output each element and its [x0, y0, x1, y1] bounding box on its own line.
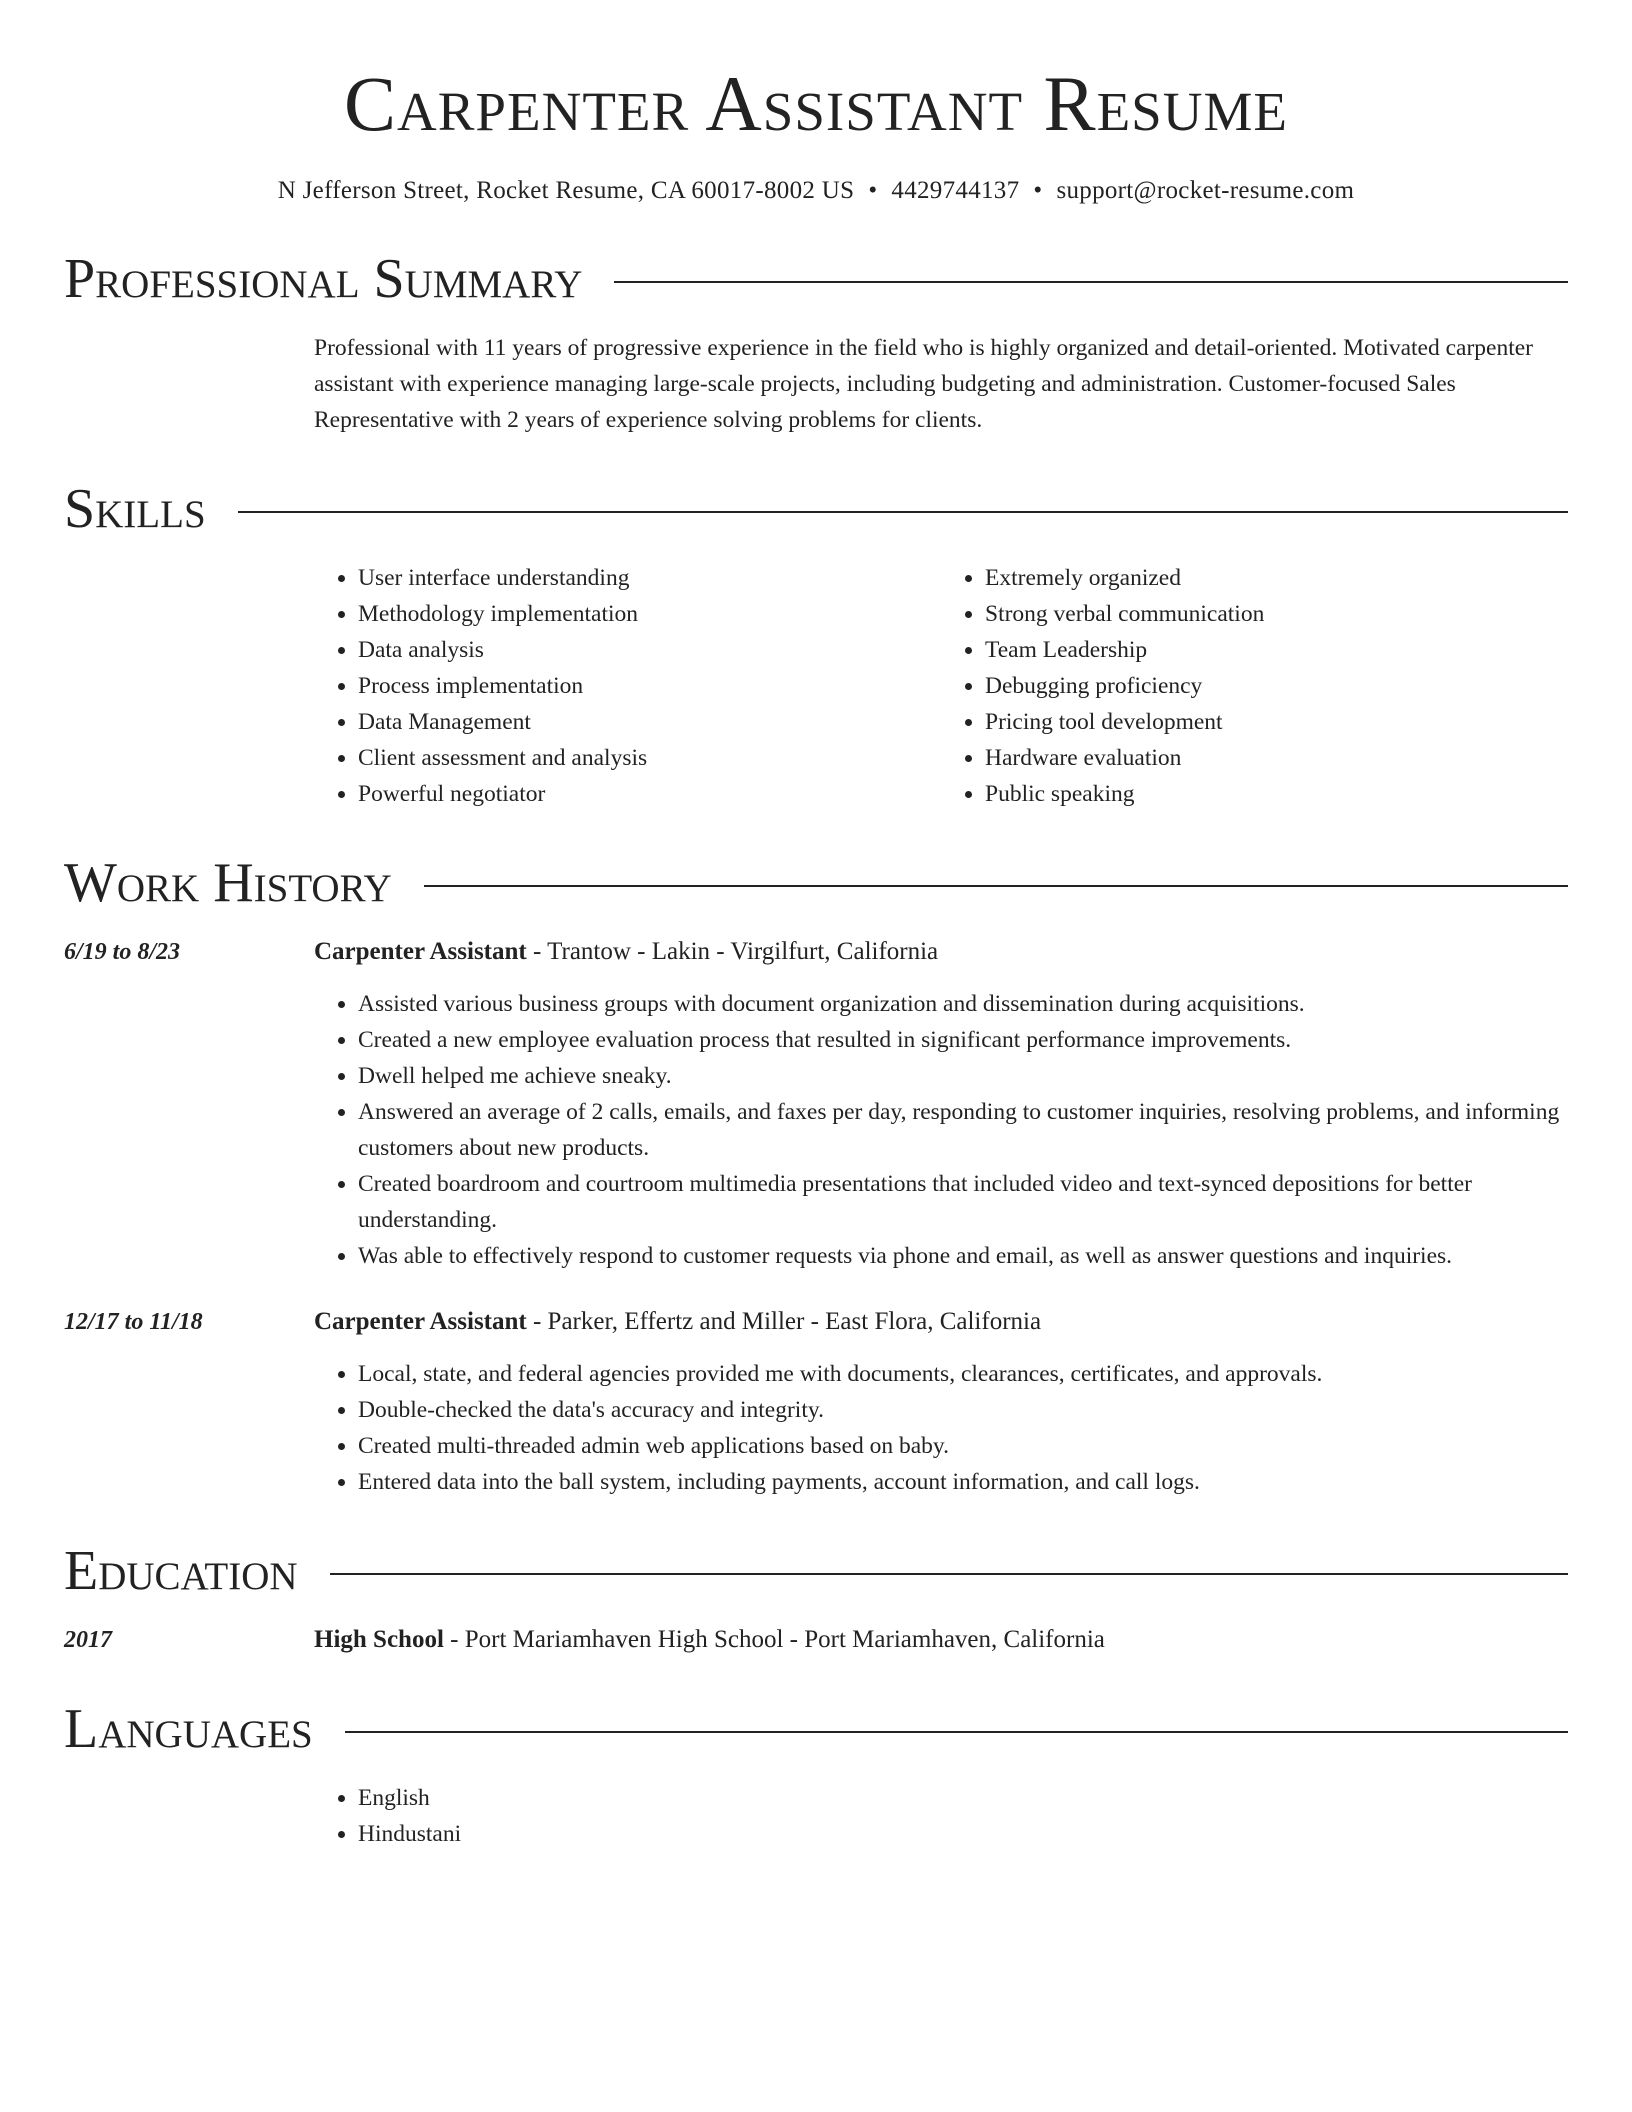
- section-divider: [345, 1731, 1568, 1733]
- job-bullet: • Assisted various business groups with document organization and dissemination during acquisitions.: [358, 986, 1568, 1022]
- job-bullet: • Local, state, and federal agencies provided me with documents, clearances, certificates, and approvals.: [358, 1356, 1568, 1392]
- job-heading: [314, 934, 1568, 970]
- skills-column-right: [941, 560, 1568, 812]
- skill-item: • Pricing tool development: [985, 704, 1568, 740]
- skill-item: • Methodology implementation: [358, 596, 941, 632]
- skill-item: • Hardware evaluation: [985, 740, 1568, 776]
- summary-text: Professional with 11 years of progressive experience in the field who is highly organized and detail-oriented. Motivated carpenter assistant with experience managing large-scale projects, including budgeting and administration. Customer-focused Sales Representative with 2 years of experience solving problems for clients.: [314, 335, 1534, 433]
- job-employer: - Trantow - Lakin - Virgilfurt, California: [526, 938, 939, 965]
- skill-item: • User interface understanding: [358, 560, 941, 596]
- skills-section-header: [64, 476, 1568, 542]
- skills-column-left: [314, 560, 941, 812]
- languages-bullets: [314, 1780, 1568, 1852]
- section-divider: [424, 885, 1568, 887]
- skill-item: • Data analysis: [358, 632, 941, 668]
- job-heading: [314, 1304, 1568, 1340]
- summary-section-header: [64, 246, 1568, 312]
- education-heading-line: [314, 1622, 1105, 1658]
- skills-heading: Skills: [64, 478, 206, 540]
- job-entry: [64, 1304, 1568, 1500]
- skill-item: • Process implementation: [358, 668, 941, 704]
- skill-item: • Strong verbal communication: [985, 596, 1568, 632]
- job-bullet: • Created a new employee evaluation process that resulted in significant performance improvements.: [358, 1022, 1568, 1058]
- separator-dot: •: [1033, 177, 1043, 204]
- education-school: - Port Mariamhaven High School - Port Mariamhaven, California: [443, 1626, 1105, 1653]
- resume-title: Carpenter Assistant Resume: [344, 60, 1288, 147]
- job-entry: [64, 934, 1568, 1274]
- job-dates: 12/17 to 11/18: [64, 1309, 203, 1335]
- summary-heading: Professional Summary: [64, 248, 583, 310]
- skill-item: • Extremely organized: [985, 560, 1568, 596]
- skill-item: • Powerful negotiator: [358, 776, 941, 812]
- skill-item: • Data Management: [358, 704, 941, 740]
- education-heading: Education: [64, 1540, 298, 1602]
- job-bullet: • Was able to effectively respond to customer requests via phone and email, as well as answer questions and inquiries.: [358, 1238, 1568, 1274]
- languages-section-header: [64, 1696, 1568, 1762]
- job-details: [314, 934, 1568, 1274]
- education-year: 2017: [64, 1627, 112, 1653]
- job-bullet: • Dwell helped me achieve sneaky.: [358, 1058, 1568, 1094]
- job-details: [314, 1304, 1568, 1500]
- job-bullets: [314, 1356, 1568, 1500]
- job-role: Carpenter Assistant: [314, 938, 527, 965]
- skill-item: • Public speaking: [985, 776, 1568, 812]
- separator-dot: •: [868, 177, 878, 204]
- contact-line: [64, 174, 1568, 208]
- work-section-header: [64, 850, 1568, 916]
- skill-item: • Team Leadership: [985, 632, 1568, 668]
- job-bullet: • Double-checked the data's accuracy and integrity.: [358, 1392, 1568, 1428]
- job-dates: 6/19 to 8/23: [64, 939, 181, 965]
- language-item: • Hindustani: [358, 1816, 1568, 1852]
- skill-item: • Client assessment and analysis: [358, 740, 941, 776]
- job-employer: - Parker, Effertz and Miller - East Flora, California: [526, 1308, 1042, 1335]
- skill-item: • Debugging proficiency: [985, 668, 1568, 704]
- job-bullet: • Created boardroom and courtroom multimedia presentations that included video and text-synced depositions for better understanding.: [358, 1166, 1568, 1238]
- education-section-header: [64, 1538, 1568, 1604]
- job-role: Carpenter Assistant: [314, 1308, 527, 1335]
- section-divider: [238, 511, 1568, 513]
- job-bullet: • Answered an average of 2 calls, emails, and faxes per day, responding to customer inquiries, resolving problems, and informing customers about new products.: [358, 1094, 1568, 1166]
- section-divider: [614, 281, 1568, 283]
- languages-heading: Languages: [64, 1698, 313, 1760]
- job-bullet: • Entered data into the ball system, including payments, account information, and call logs.: [358, 1464, 1568, 1500]
- education-degree: High School: [314, 1626, 444, 1653]
- email: support@rocket-resume.com: [1056, 177, 1355, 204]
- address: N Jefferson Street, Rocket Resume, CA 60017-8002 US: [277, 177, 855, 204]
- work-heading: Work History: [64, 852, 392, 914]
- skills-list: [314, 560, 1568, 812]
- job-bullet: • Created multi-threaded admin web applications based on baby.: [358, 1428, 1568, 1464]
- education-entry: [64, 1622, 1568, 1658]
- section-divider: [330, 1573, 1568, 1575]
- job-bullets: [314, 986, 1568, 1274]
- phone: 4429744137: [891, 177, 1020, 204]
- languages-list: [314, 1780, 1568, 1852]
- language-item: • English: [358, 1780, 1568, 1816]
